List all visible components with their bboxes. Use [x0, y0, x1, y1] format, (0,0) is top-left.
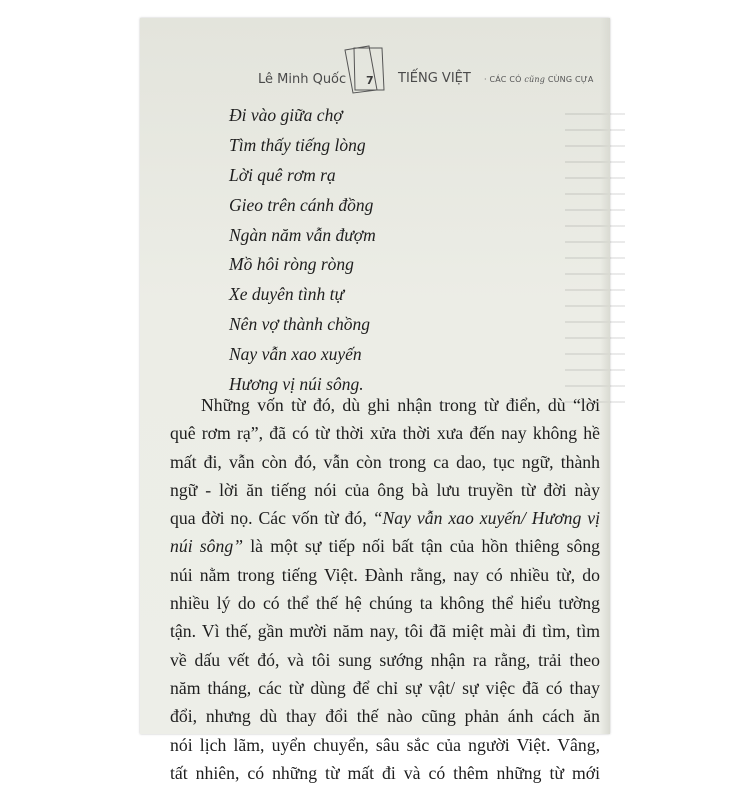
page-number: 7 [366, 74, 374, 87]
prose-line: tất nhiên, có những từ mất đi và có thêm những từ mới [170, 762, 600, 783]
subtitle-suffix: CÙNG CỰA [547, 75, 594, 84]
prose-line: Những vốn từ đó, dù ghi nhận trong từ điển, dù “lời [201, 395, 600, 415]
poem-block [229, 101, 529, 400]
prose-line: núi nằm trong tiếng Việt. Đành rằng, nay có nhiều từ, do [170, 564, 600, 585]
poem-line: Nên vợ thành chồng [229, 314, 371, 335]
poem-line: Xe duyên tình tự [229, 284, 344, 305]
author-name: Lê Minh Quốc [258, 72, 347, 87]
page-edge-shadow [600, 18, 610, 734]
poem-line: Lời quê rơm rạ [229, 164, 336, 185]
poem-line: Hương vị núi sông. [229, 374, 364, 395]
prose-segment: qua đời nọ. Các vốn từ đó, [170, 508, 367, 529]
subtitle-script-word: cũng [524, 75, 546, 84]
prose-line: tận. Vì thế, gần mười năm nay, tôi đã miệt mài đi tìm, tìm [170, 621, 600, 642]
prose-line [170, 504, 600, 532]
prose-line: mất đi, vẫn còn đó, vẫn còn trong ca dao, tục ngữ, thành [170, 451, 600, 472]
prose-line: quê rơm rạ”, đã có từ thời xửa thời xưa đến nay không hề [170, 423, 600, 444]
prose-line: nhiều lý do có thể thế hệ chúng ta không thể hiểu tường [170, 593, 600, 614]
show-through-text [565, 113, 625, 413]
prose-line: năm tháng, các từ dùng để chỉ sự vật/ sự việc đã có thay [170, 677, 600, 698]
stacked-cards-icon [340, 44, 390, 94]
book-title: TIẾNG VIỆT [398, 71, 471, 86]
poem-line: Nay vẫn xao xuyến [229, 344, 362, 365]
body-paragraph [170, 391, 600, 787]
book-subtitle [484, 75, 594, 84]
prose-line [170, 532, 600, 560]
prose-line: ngữ - lời ăn tiếng nói của ông bà lưu truyền từ đời này [170, 479, 600, 500]
subtitle-prefix: · CÁC CÓ [484, 75, 522, 84]
poem-line: Tìm thấy tiếng lòng [229, 134, 366, 155]
italic-quote: “Nay vẫn xao xuyến/ Hương vị [372, 508, 601, 529]
poem-line: Đi vào giữa chợ [229, 105, 343, 125]
prose-line: đổi, nhưng dù thay đổi thế nào cũng phản ánh cách ăn [170, 706, 600, 727]
italic-quote: núi sông” [170, 536, 244, 557]
prose-line: nói lịch lãm, uyển chuyển, sâu sắc của người Việt. Vâng, [170, 734, 600, 755]
running-header [140, 44, 610, 94]
prose-segment: là một sự tiếp nối bất tận của hồn thiêng sông [243, 536, 601, 557]
poem-line: Ngàn năm vẫn đượm [229, 224, 376, 245]
poem-line: Mồ hôi ròng ròng [229, 254, 354, 275]
poem-line: Gieo trên cánh đồng [229, 194, 374, 215]
prose-line: về dấu vết đó, và tôi sung sướng nhận ra rằng, trải theo [170, 649, 600, 670]
book-page [140, 18, 610, 783]
